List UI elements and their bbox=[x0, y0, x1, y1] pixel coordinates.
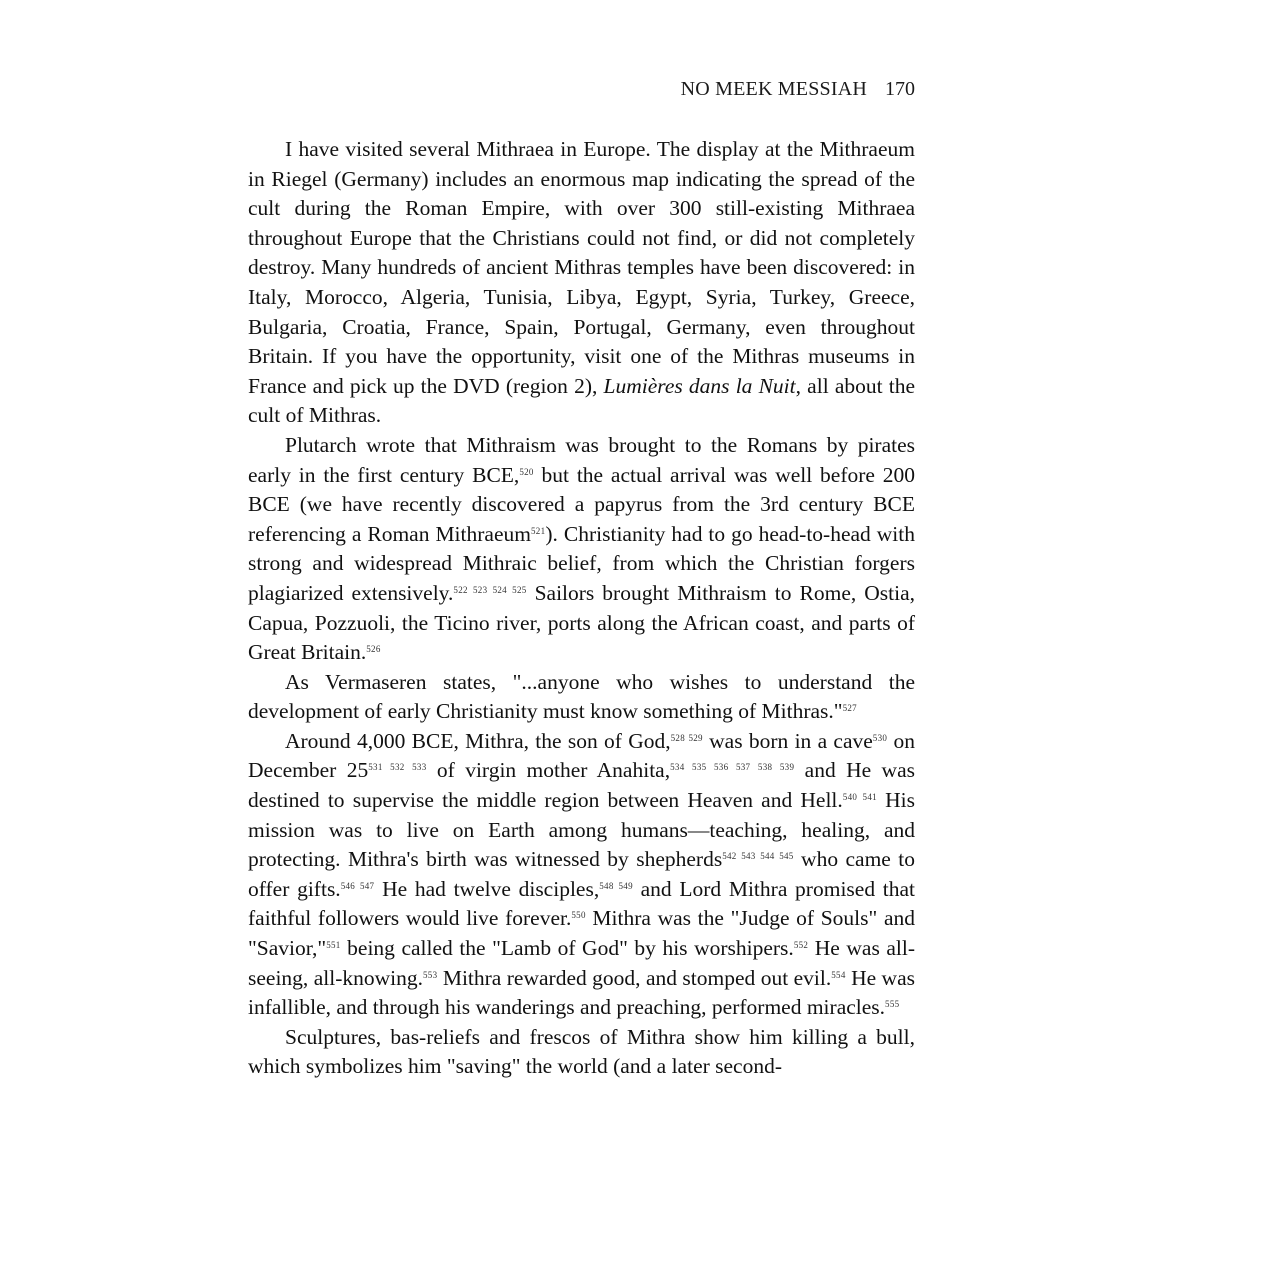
paragraph-text: being called the "Lamb of God" by his worshipers. bbox=[340, 936, 794, 961]
footnote-ref[interactable]: 530 bbox=[872, 732, 888, 743]
running-title: NO MEEK MESSIAH bbox=[680, 78, 867, 100]
footnote-ref[interactable]: 528 529 bbox=[670, 732, 703, 743]
paragraph-text: Around 4,000 BCE, Mithra, the son of God, bbox=[285, 728, 671, 753]
paragraph-text: ). Christianity had to go head-to-head with strong and widespread Mithraic belief, from which the Christian forgers plagiarized extensively. bbox=[248, 521, 915, 605]
footnote-ref[interactable]: 546 547 bbox=[340, 880, 375, 891]
dvd-title: Lumières dans la Nuit bbox=[603, 373, 796, 398]
footnote-ref[interactable]: 526 bbox=[366, 644, 381, 655]
paragraph-text: Sculptures, bas-reliefs and frescos of Mithra show him killing a bull, which symbolizes him "saving" the world (and a later second- bbox=[248, 1024, 915, 1079]
paragraph-text: , all about the cult of Mithras. bbox=[248, 373, 916, 428]
paragraph-text: He was infallible, and through his wanderings and preaching, performed miracles. bbox=[248, 965, 915, 1020]
running-head bbox=[681, 78, 915, 101]
paragraph-text: His mission was to live on Earth among humans—teaching, healing, and protecting. Mithra's birth was witnessed by shepherds bbox=[248, 788, 915, 872]
paragraph-2 bbox=[248, 431, 915, 668]
paragraph-4 bbox=[248, 727, 915, 1023]
paragraph-text: Mithra rewarded good, and stomped out evil. bbox=[437, 965, 832, 990]
footnote-ref[interactable]: 555 bbox=[885, 999, 900, 1010]
paragraph-text: of virgin mother Anahita, bbox=[426, 758, 671, 783]
paragraph-5 bbox=[248, 1023, 915, 1082]
paragraph-text: on December 25 bbox=[248, 728, 915, 783]
paragraph-3 bbox=[248, 668, 915, 727]
paragraph-text: who came to offer gifts. bbox=[248, 847, 915, 901]
paragraph-text: I have visited several Mithraea in Europe. The display at the Mithraeum in Riegel (Germany) includes an enormous map indicating the spread of the cult during the Roman Empire, with over 300 still-existing Mithraea throughout Europe that the Christians could not find, or did not completely destroy. Many hundreds of ancient Mithras temples have been discovered: in Italy, Morocco, Algeria, Tunisia, Libya, Egypt, Syria, Turkey, Greece, Bulgaria, Croatia, France, Spain, Portugal, Germany, even throughout Britain. If you have the opportunity, visit one of the Mithras museums in France and pick up the DVD (region 2), bbox=[248, 137, 915, 398]
footnote-ref[interactable]: 553 bbox=[423, 969, 438, 980]
footnote-ref[interactable]: 531 532 533 bbox=[368, 762, 427, 773]
footnote-ref[interactable]: 527 bbox=[842, 703, 857, 714]
paragraph-1 bbox=[248, 135, 915, 431]
footnote-ref[interactable]: 554 bbox=[831, 969, 846, 980]
footnote-ref[interactable]: 540 541 bbox=[842, 792, 877, 803]
footnote-ref[interactable]: 550 bbox=[571, 910, 586, 921]
paragraph-text: As Vermaseren states, "...anyone who wishes to understand the development of early Christianity must know something of Mithras." bbox=[248, 669, 915, 724]
footnote-ref[interactable]: 522 523 524 525 bbox=[453, 584, 527, 595]
paragraph-text: and Lord Mithra promised that faithful followers would live forever. bbox=[248, 876, 916, 931]
footnote-ref[interactable]: 552 bbox=[793, 940, 809, 951]
paragraph-text: but the actual arrival was well before 200 BCE (we have recently discovered a papyrus from the 3rd century BCE referencing a Roman Mithraeum bbox=[248, 462, 915, 546]
footnote-ref[interactable]: 551 bbox=[326, 940, 341, 951]
page-number: 170 bbox=[885, 78, 915, 100]
footnote-ref[interactable]: 521 bbox=[530, 525, 546, 536]
paragraph-text: and He was destined to supervise the middle region between Heaven and Hell. bbox=[248, 758, 915, 813]
body-text bbox=[248, 135, 915, 1082]
paragraph-text: Plutarch wrote that Mithraism was brought to the Romans by pirates early in the first century BCE, bbox=[248, 432, 915, 487]
paragraph-text: Mithra was the "Judge of Souls" and "Savior," bbox=[248, 906, 915, 961]
paragraph-text: He had twelve disciples, bbox=[374, 876, 600, 901]
footnote-ref[interactable]: 542 543 544 545 bbox=[722, 851, 794, 862]
footnote-ref[interactable]: 548 549 bbox=[599, 880, 633, 891]
footnote-ref[interactable]: 520 bbox=[519, 466, 534, 477]
footnote-ref[interactable]: 534 535 536 537 538 539 bbox=[670, 762, 795, 773]
paragraph-text: Sailors brought Mithraism to Rome, Ostia, Capua, Pozzuoli, the Ticino river, ports along the African coast, and parts of Great Britain. bbox=[248, 580, 915, 665]
paragraph-text: He was all-seeing, all-knowing. bbox=[248, 936, 916, 990]
paragraph-text: was born in a cave bbox=[702, 728, 873, 753]
